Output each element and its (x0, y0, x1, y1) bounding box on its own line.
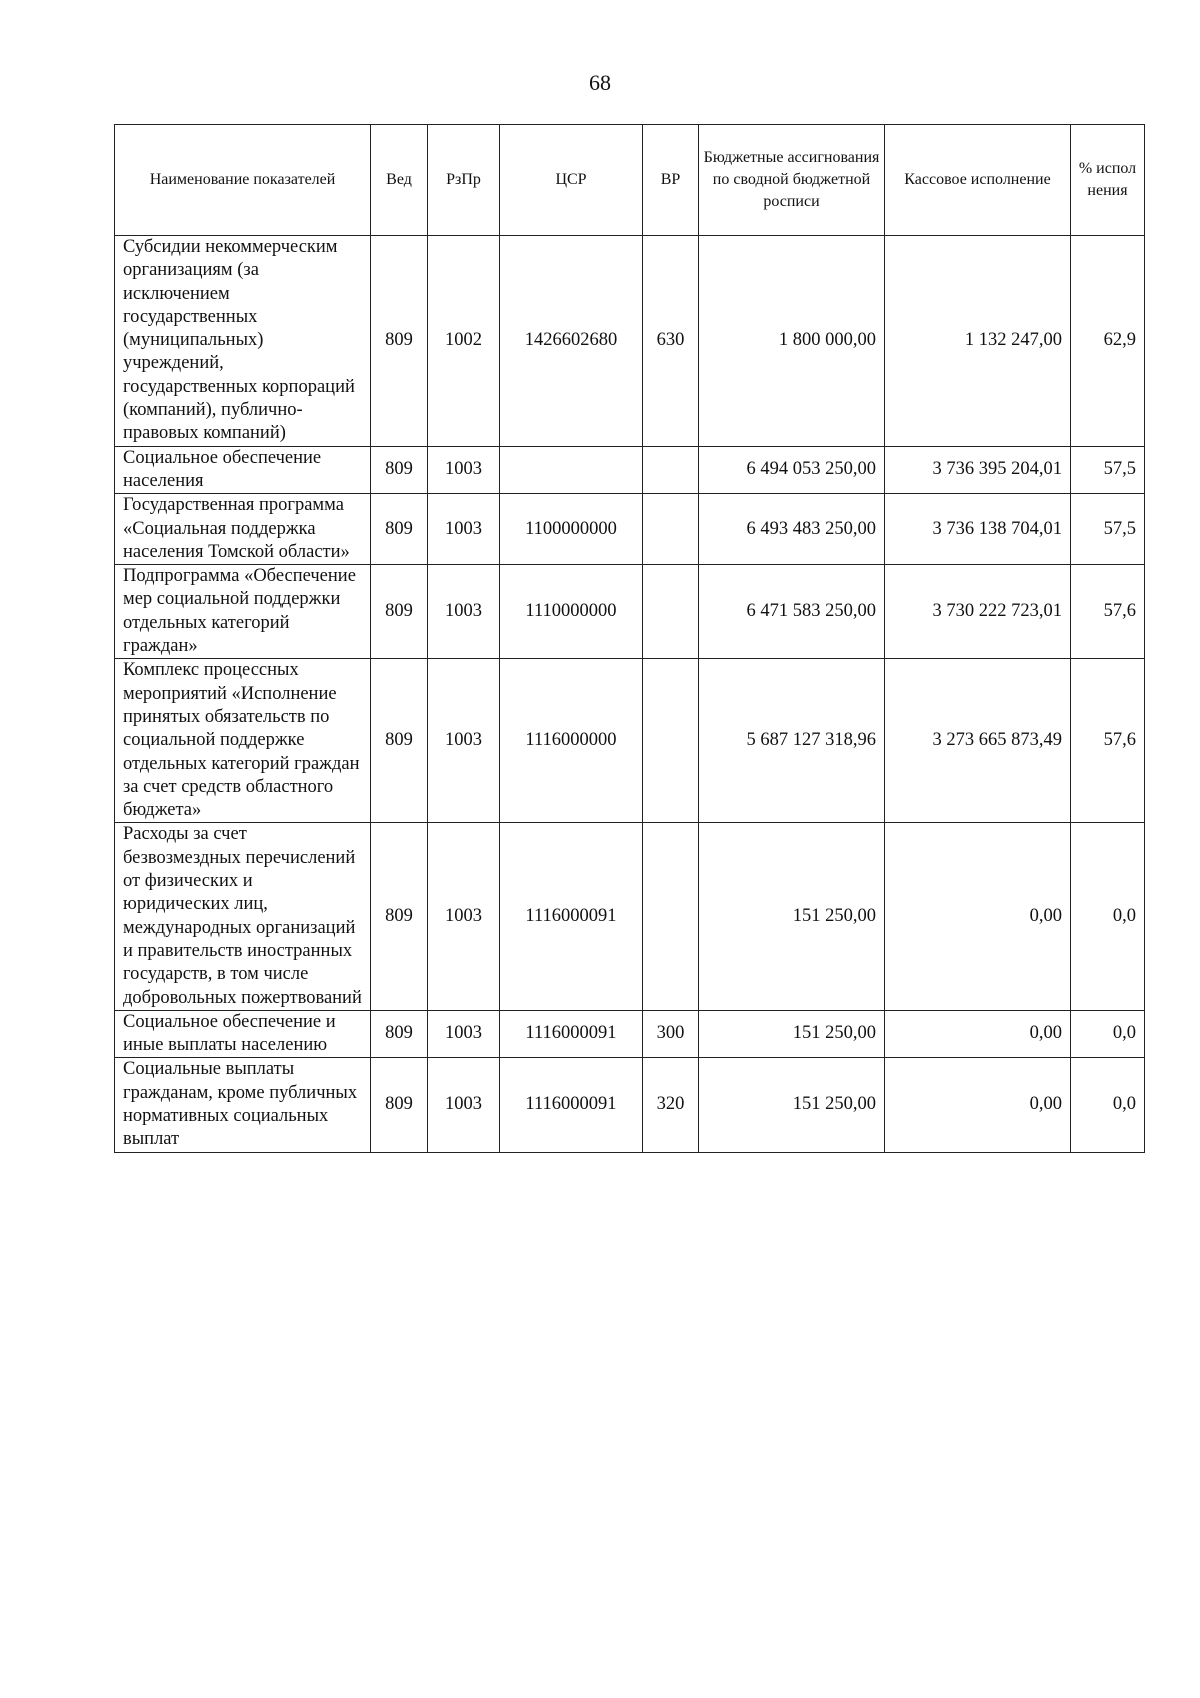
row-execution: 3 736 395 204,01 (885, 446, 1071, 494)
row-assignments: 1 800 000,00 (699, 236, 885, 447)
row-rzpr: 1003 (428, 565, 500, 659)
row-percent: 57,5 (1071, 494, 1145, 565)
row-name: Подпрограмма «Обеспечение мер социальной поддержки отдельных категорий граждан» (115, 565, 371, 659)
row-percent: 0,0 (1071, 1058, 1145, 1152)
row-execution: 3 273 665 873,49 (885, 659, 1071, 823)
table-row (115, 565, 1145, 659)
row-csr: 1426602680 (500, 236, 643, 447)
table-row (115, 236, 1145, 447)
row-vr (643, 565, 699, 659)
row-assignments: 151 250,00 (699, 1058, 885, 1152)
row-name: Субсидии некоммерческим организациям (за исключением государственных (муниципальных) учреждений, государственных корпораций (компаний), публично-правовых компаний) (115, 236, 371, 447)
row-ved: 809 (371, 236, 428, 447)
row-execution: 0,00 (885, 1058, 1071, 1152)
row-name: Государственная программа «Социальная поддержка населения Томской области» (115, 494, 371, 565)
table-row (115, 1010, 1145, 1058)
row-vr (643, 659, 699, 823)
table-row (115, 494, 1145, 565)
row-rzpr: 1003 (428, 659, 500, 823)
header-ved: Вед (371, 125, 428, 236)
row-name: Социальное обеспечение населения (115, 446, 371, 494)
row-name: Социальное обеспечение и иные выплаты населению (115, 1010, 371, 1058)
row-execution: 1 132 247,00 (885, 236, 1071, 447)
row-rzpr: 1003 (428, 446, 500, 494)
row-csr: 1116000000 (500, 659, 643, 823)
row-ved: 809 (371, 1010, 428, 1058)
row-rzpr: 1003 (428, 1010, 500, 1058)
row-name: Комплекс процессных мероприятий «Исполнение принятых обязательств по социальной поддержке отдельных категорий граждан за счет средств областного бюджета» (115, 659, 371, 823)
row-assignments: 151 250,00 (699, 1010, 885, 1058)
row-execution: 3 730 222 723,01 (885, 565, 1071, 659)
row-csr: 1116000091 (500, 823, 643, 1010)
budget-execution-table (114, 124, 1145, 1153)
row-ved: 809 (371, 823, 428, 1010)
row-name: Расходы за счет безвозмездных перечислений от физических и юридических лиц, международных организаций и правительств иностранных государств, в том числе добровольных пожертвований (115, 823, 371, 1010)
table-row (115, 1058, 1145, 1152)
row-rzpr: 1003 (428, 494, 500, 565)
row-assignments: 5 687 127 318,96 (699, 659, 885, 823)
header-rzpr: РзПр (428, 125, 500, 236)
row-vr (643, 494, 699, 565)
row-vr (643, 446, 699, 494)
header-csr: ЦСР (500, 125, 643, 236)
row-vr: 630 (643, 236, 699, 447)
header-vr: ВР (643, 125, 699, 236)
page-number: 68 (589, 70, 611, 95)
row-percent: 62,9 (1071, 236, 1145, 447)
row-percent: 57,6 (1071, 565, 1145, 659)
row-rzpr: 1003 (428, 1058, 500, 1152)
header-name: Наименование показателей (115, 125, 371, 236)
row-vr: 300 (643, 1010, 699, 1058)
row-assignments: 151 250,00 (699, 823, 885, 1010)
table-row (115, 446, 1145, 494)
row-ved: 809 (371, 659, 428, 823)
row-csr: 1116000091 (500, 1010, 643, 1058)
row-execution: 0,00 (885, 823, 1071, 1010)
row-assignments: 6 493 483 250,00 (699, 494, 885, 565)
header-execution-percent: % испол нения (1071, 125, 1145, 236)
table-row (115, 823, 1145, 1010)
row-execution: 0,00 (885, 1010, 1071, 1058)
row-ved: 809 (371, 494, 428, 565)
table-row (115, 659, 1145, 823)
row-vr (643, 823, 699, 1010)
row-rzpr: 1002 (428, 236, 500, 447)
row-ved: 809 (371, 446, 428, 494)
row-csr: 1100000000 (500, 494, 643, 565)
row-csr: 1110000000 (500, 565, 643, 659)
row-rzpr: 1003 (428, 823, 500, 1010)
row-name: Социальные выплаты гражданам, кроме публичных нормативных социальных выплат (115, 1058, 371, 1152)
row-vr: 320 (643, 1058, 699, 1152)
header-budget-assignments: Бюджетные ассигнования по сводной бюджетной росписи (699, 125, 885, 236)
row-ved: 809 (371, 565, 428, 659)
row-assignments: 6 494 053 250,00 (699, 446, 885, 494)
row-percent: 57,5 (1071, 446, 1145, 494)
row-percent: 57,6 (1071, 659, 1145, 823)
row-csr (500, 446, 643, 494)
row-ved: 809 (371, 1058, 428, 1152)
row-assignments: 6 471 583 250,00 (699, 565, 885, 659)
row-percent: 0,0 (1071, 1010, 1145, 1058)
header-cash-execution: Кассовое исполнение (885, 125, 1071, 236)
row-percent: 0,0 (1071, 823, 1145, 1010)
row-execution: 3 736 138 704,01 (885, 494, 1071, 565)
table-header-row (115, 125, 1145, 236)
row-csr: 1116000091 (500, 1058, 643, 1152)
